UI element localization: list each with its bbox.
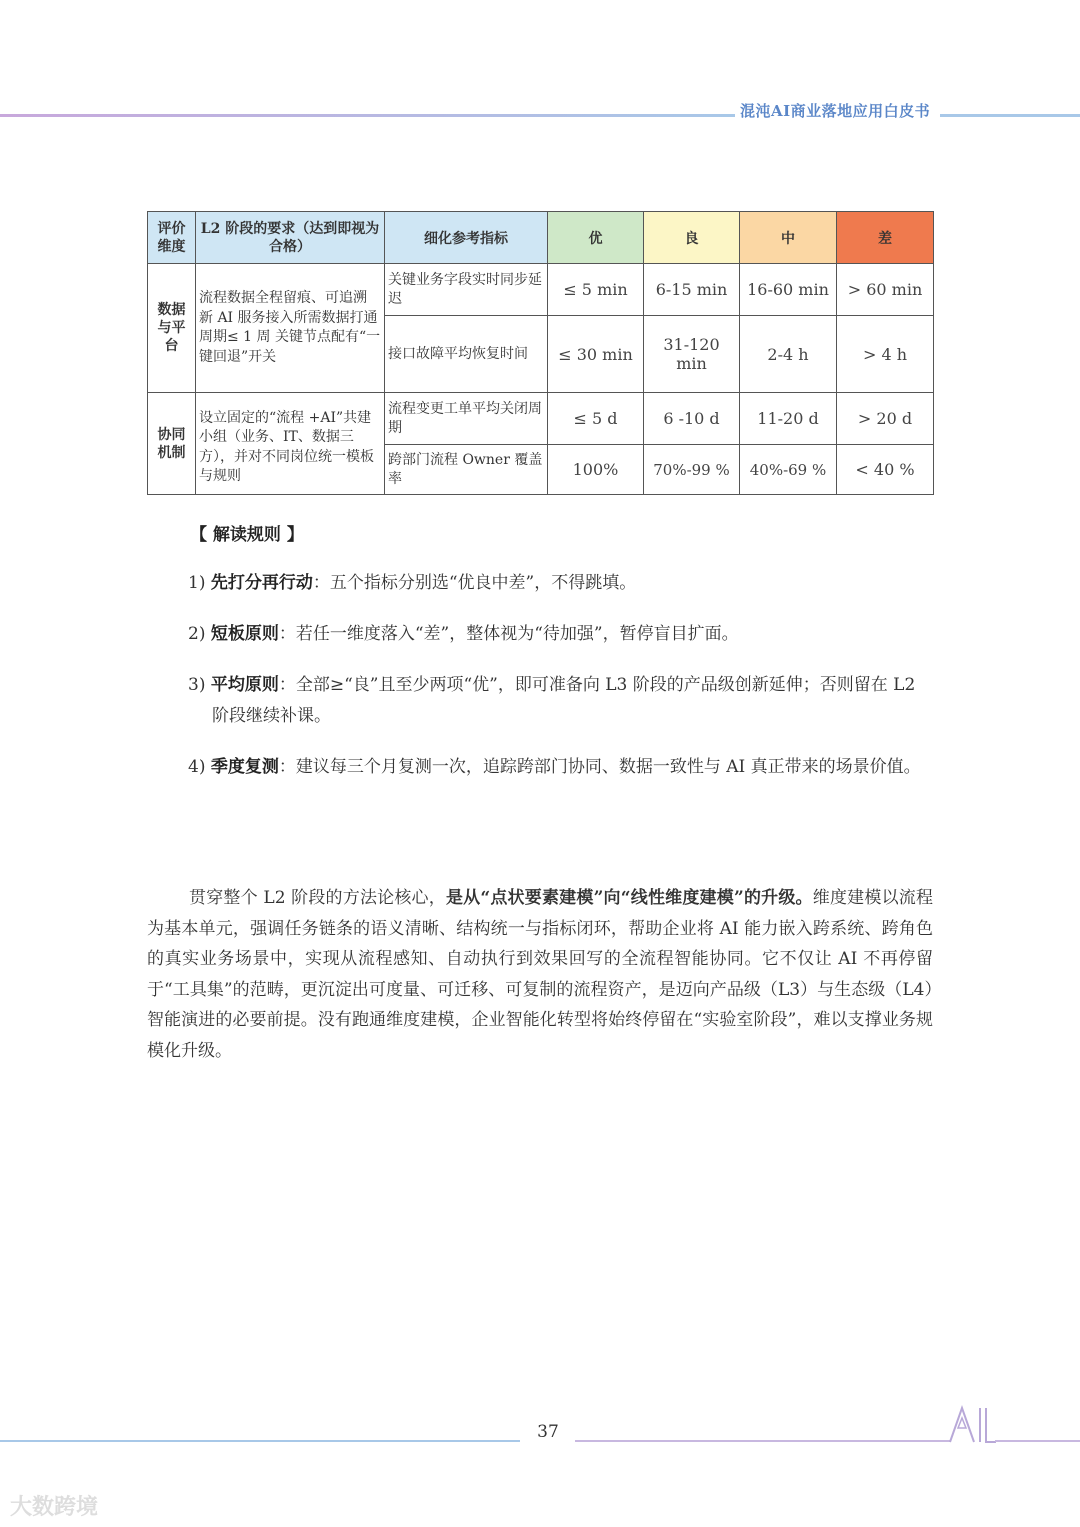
evaluation-table (147, 211, 934, 495)
value-poor: < 40 % (837, 445, 934, 495)
table-header-row (148, 212, 934, 264)
value-excellent: ≤ 5 min (548, 264, 644, 316)
header-line-right (940, 114, 1080, 117)
value-poor: > 60 min (837, 264, 934, 316)
footer-line-right (575, 1440, 950, 1442)
rule-index: 4) (188, 757, 206, 777)
value-medium: 40%-69 % (740, 445, 837, 495)
indicator-cell: 流程变更工单平均关闭周期 (385, 393, 548, 445)
value-poor: > 20 d (837, 393, 934, 445)
value-medium: 11-20 d (740, 393, 837, 445)
rule-head: 先打分再行动 (210, 573, 313, 593)
ai-logo-icon (948, 1404, 998, 1448)
footer-line-left (0, 1440, 520, 1442)
header-poor: 差 (837, 212, 934, 264)
rule-head: 季度复测 (210, 757, 279, 777)
value-excellent: ≤ 30 min (548, 316, 644, 393)
paragraph-rest: 维度建模以流程为基本单元，强调任务链条的语义清晰、结构统一与指标闭环，帮助企业将 AI 能力嵌入跨系统、跨角色的真实业务场景中，实现从流程感知、自动执行到效果回写的全流程智能协同。它不仅让 AI 不再停留于“工具集”的范畴，更沉淀出可度量、可迁移、可复制的流程资产，是迈向产品级（L3）与生态级（L4）智能演进的必要前提。没有跑通维度建模，企业智能化转型将始终停留在“实验室阶段”，难以支撑业务规模化升级。 (147, 888, 933, 1061)
value-good: 31-120 min (644, 316, 740, 393)
rules-title: 【 解读规则 】 (190, 525, 304, 545)
rule-index: 3) (188, 675, 206, 695)
value-good: 6 -10 d (644, 393, 740, 445)
header-requirement: L2 阶段的要求（达到即视为合格） (196, 212, 385, 264)
header-line (0, 114, 735, 117)
rule-head: 短板原则 (210, 624, 279, 644)
value-good: 6-15 min (644, 264, 740, 316)
rule-index: 1) (188, 573, 206, 593)
requirement-cell: 流程数据全程留痕、可追溯 新 AI 服务接入所需数据打通周期≤ 1 周 关键节点配有“一键回退”开关 (196, 264, 385, 393)
dimension-cell: 协同机制 (148, 393, 196, 495)
value-excellent: 100% (548, 445, 644, 495)
indicator-cell: 跨部门流程 Owner 覆盖率 (385, 445, 548, 495)
header-medium: 中 (740, 212, 837, 264)
dimension-cell: 数据与平台 (148, 264, 196, 393)
value-excellent: ≤ 5 d (548, 393, 644, 445)
page-number: 37 (537, 1422, 559, 1442)
rule-head: 平均原则 (210, 675, 279, 695)
rule-text: ：建议每三个月复测一次，追踪跨部门协同、数据一致性与 AI 真正带来的场景价值。 (278, 757, 921, 777)
header-dimension: 评价维度 (148, 212, 196, 264)
rule-item (188, 670, 933, 732)
indicator-cell: 关键业务字段实时同步延迟 (385, 264, 548, 316)
header-good: 良 (644, 212, 740, 264)
rule-text: ：五个指标分别选“优良中差”，不得跳填。 (312, 573, 637, 593)
rule-item (188, 619, 933, 650)
header-title: 混沌AI商业落地应用白皮书 (740, 102, 931, 120)
body-paragraph (147, 883, 933, 1066)
indicator-cell: 接口故障平均恢复时间 (385, 316, 548, 393)
table-row (148, 393, 934, 445)
value-medium: 2-4 h (740, 316, 837, 393)
header-excellent: 优 (548, 212, 644, 264)
rule-index: 2) (188, 624, 206, 644)
rule-item (188, 568, 933, 599)
value-good: 70%-99 % (644, 445, 740, 495)
rule-text: ：全部≥“良”且至少两项“优”，即可准备向 L3 阶段的产品级创新延伸；否则留在 L2 阶段继续补课。 (212, 675, 916, 726)
header-indicator: 细化参考指标 (385, 212, 548, 264)
paragraph-lead: 贯穿整个 L2 阶段的方法论核心， (189, 888, 446, 908)
footer-line-far (995, 1440, 1080, 1442)
rule-text: ：若任一维度落入“差”，整体视为“待加强”，暂停盲目扩面。 (278, 624, 739, 644)
rule-item (188, 752, 933, 783)
table-row (148, 264, 934, 316)
paragraph-bold: 是从“点状要素建模”向“线性维度建模”的升级。 (445, 888, 813, 908)
requirement-cell: 设立固定的“流程 +AI”共建小组（业务、IT、数据三方），并对不同岗位统一模板与规则 (196, 393, 385, 495)
value-poor: > 4 h (837, 316, 934, 393)
watermark: 大数跨境 (10, 1495, 99, 1520)
value-medium: 16-60 min (740, 264, 837, 316)
